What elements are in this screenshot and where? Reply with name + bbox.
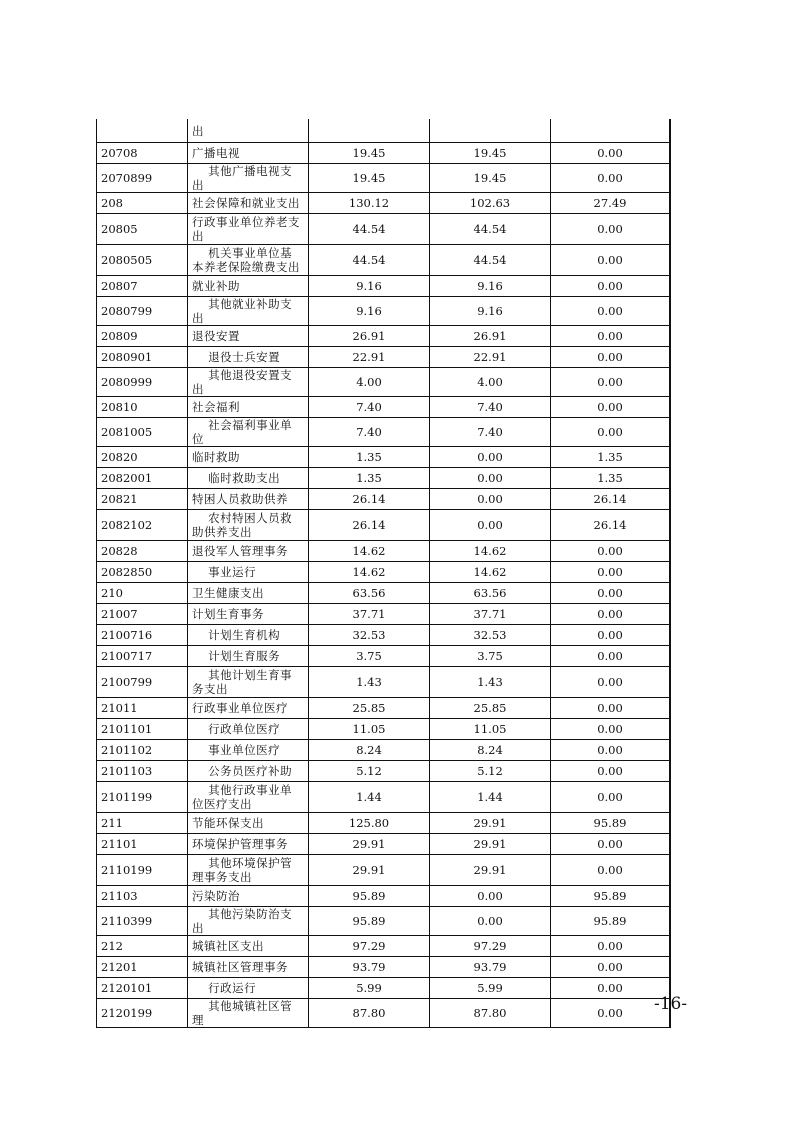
table-row [97,245,671,276]
project-cell: 0.00 [551,957,671,978]
code-cell: 212 [97,936,188,957]
total-cell: 26.14 [309,489,430,510]
project-cell: 0.00 [551,719,671,740]
code-cell: 20805 [97,214,188,245]
code-cell: 2101101 [97,719,188,740]
total-cell: 95.89 [309,886,430,907]
basic-cell: 22.91 [430,347,551,368]
total-cell: 7.40 [309,418,430,447]
basic-cell: 93.79 [430,957,551,978]
table-row [97,761,671,782]
name-cell: 其他城镇社区管理 [188,999,309,1028]
total-cell: 130.12 [309,193,430,214]
table-row [97,214,671,245]
code-cell: 2120199 [97,999,188,1028]
total-cell: 95.89 [309,907,430,936]
basic-cell: 19.45 [430,164,551,193]
total-cell: 9.16 [309,297,430,326]
basic-cell: 63.56 [430,583,551,604]
code-cell: 20821 [97,489,188,510]
table-row [97,604,671,625]
basic-cell: 9.16 [430,297,551,326]
name-cell: 公务员医疗补助 [188,761,309,782]
project-cell: 0.00 [551,245,671,276]
table-row [97,855,671,886]
table-row [97,489,671,510]
table-row [97,447,671,468]
basic-cell: 1.44 [430,782,551,813]
name-cell: 退役军人管理事务 [188,541,309,562]
table-row [97,297,671,326]
table-row [97,468,671,489]
code-cell: 21103 [97,886,188,907]
project-cell: 0.00 [551,698,671,719]
project-cell: 26.14 [551,510,671,541]
project-cell: 0.00 [551,143,671,164]
project-cell: 1.35 [551,447,671,468]
table-row [97,625,671,646]
basic-cell: 0.00 [430,447,551,468]
project-cell [551,119,671,143]
code-cell: 2120101 [97,978,188,999]
code-cell: 21201 [97,957,188,978]
project-cell: 0.00 [551,999,671,1028]
table-row [97,740,671,761]
name-cell: 污染防治 [188,886,309,907]
total-cell: 8.24 [309,740,430,761]
total-cell: 63.56 [309,583,430,604]
basic-cell [430,119,551,143]
code-cell: 2080505 [97,245,188,276]
name-cell: 环境保护管理事务 [188,834,309,855]
name-cell: 临时救助支出 [188,468,309,489]
total-cell: 19.45 [309,164,430,193]
total-cell: 5.12 [309,761,430,782]
project-cell: 0.00 [551,276,671,297]
name-cell: 退役安置 [188,326,309,347]
total-cell: 3.75 [309,646,430,667]
code-cell: 2110399 [97,907,188,936]
basic-cell: 0.00 [430,468,551,489]
project-cell: 0.00 [551,347,671,368]
total-cell: 29.91 [309,855,430,886]
name-cell: 出 [188,119,309,143]
basic-cell: 14.62 [430,562,551,583]
code-cell: 2081005 [97,418,188,447]
code-cell: 208 [97,193,188,214]
basic-cell: 0.00 [430,489,551,510]
basic-cell: 25.85 [430,698,551,719]
name-cell: 行政运行 [188,978,309,999]
code-cell: 2080799 [97,297,188,326]
expenditure-table [96,119,671,1028]
total-cell: 125.80 [309,813,430,834]
project-cell: 27.49 [551,193,671,214]
total-cell: 26.14 [309,510,430,541]
code-cell: 2082001 [97,468,188,489]
total-cell: 44.54 [309,245,430,276]
basic-cell: 32.53 [430,625,551,646]
table-row [97,418,671,447]
total-cell: 11.05 [309,719,430,740]
name-cell: 计划生育事务 [188,604,309,625]
total-cell: 14.62 [309,541,430,562]
page-number: -16- [654,994,688,1014]
basic-cell: 0.00 [430,510,551,541]
project-cell: 0.00 [551,625,671,646]
project-cell: 0.00 [551,368,671,397]
name-cell: 特困人员救助供养 [188,489,309,510]
table-row [97,698,671,719]
total-cell: 1.44 [309,782,430,813]
name-cell: 其他退役安置支出 [188,368,309,397]
code-cell: 211 [97,813,188,834]
table-row [97,834,671,855]
total-cell: 97.29 [309,936,430,957]
table-row [97,978,671,999]
project-cell: 0.00 [551,761,671,782]
project-cell: 0.00 [551,214,671,245]
project-cell: 95.89 [551,813,671,834]
table-row [97,562,671,583]
code-cell: 21101 [97,834,188,855]
total-cell: 32.53 [309,625,430,646]
basic-cell: 44.54 [430,245,551,276]
total-cell [309,119,430,143]
table-row [97,886,671,907]
total-cell: 22.91 [309,347,430,368]
total-cell: 44.54 [309,214,430,245]
code-cell: 2100716 [97,625,188,646]
table-row [97,999,671,1028]
basic-cell: 102.63 [430,193,551,214]
table-row [97,957,671,978]
basic-cell: 44.54 [430,214,551,245]
table-row [97,907,671,936]
total-cell: 4.00 [309,368,430,397]
project-cell: 0.00 [551,978,671,999]
code-cell: 2080901 [97,347,188,368]
code-cell: 20708 [97,143,188,164]
project-cell: 0.00 [551,164,671,193]
code-cell: 2101199 [97,782,188,813]
total-cell: 87.80 [309,999,430,1028]
total-cell: 1.35 [309,447,430,468]
project-cell: 0.00 [551,782,671,813]
table-row [97,164,671,193]
total-cell: 19.45 [309,143,430,164]
total-cell: 5.99 [309,978,430,999]
basic-cell: 7.40 [430,397,551,418]
table-row [97,397,671,418]
table-row [97,326,671,347]
project-cell: 0.00 [551,562,671,583]
project-cell: 0.00 [551,740,671,761]
code-cell: 20809 [97,326,188,347]
code-cell: 2100717 [97,646,188,667]
code-cell: 21011 [97,698,188,719]
code-cell: 210 [97,583,188,604]
project-cell: 0.00 [551,834,671,855]
name-cell: 临时救助 [188,447,309,468]
code-cell [97,119,188,143]
project-cell: 26.14 [551,489,671,510]
name-cell: 事业运行 [188,562,309,583]
total-cell: 1.35 [309,468,430,489]
name-cell: 节能环保支出 [188,813,309,834]
name-cell: 其他环境保护管理事务支出 [188,855,309,886]
name-cell: 就业补助 [188,276,309,297]
code-cell: 2080999 [97,368,188,397]
total-cell: 1.43 [309,667,430,698]
project-cell: 95.89 [551,907,671,936]
basic-cell: 29.91 [430,855,551,886]
name-cell: 机关事业单位基本养老保险缴费支出 [188,245,309,276]
project-cell: 0.00 [551,646,671,667]
table-row [97,782,671,813]
name-cell: 退役士兵安置 [188,347,309,368]
name-cell: 城镇社区支出 [188,936,309,957]
basic-cell: 7.40 [430,418,551,447]
code-cell: 20810 [97,397,188,418]
name-cell: 农村特困人员救助供养支出 [188,510,309,541]
total-cell: 37.71 [309,604,430,625]
total-cell: 93.79 [309,957,430,978]
name-cell: 事业单位医疗 [188,740,309,761]
basic-cell: 3.75 [430,646,551,667]
code-cell: 21007 [97,604,188,625]
table-row [97,368,671,397]
name-cell: 城镇社区管理事务 [188,957,309,978]
basic-cell: 14.62 [430,541,551,562]
table-row [97,646,671,667]
project-cell: 1.35 [551,468,671,489]
code-cell: 2082850 [97,562,188,583]
total-cell: 7.40 [309,397,430,418]
name-cell: 其他计划生育事务支出 [188,667,309,698]
total-cell: 9.16 [309,276,430,297]
name-cell: 计划生育服务 [188,646,309,667]
table-row-continuation [97,119,671,143]
name-cell: 其他就业补助支出 [188,297,309,326]
table-row [97,583,671,604]
table-row [97,347,671,368]
name-cell: 行政事业单位养老支出 [188,214,309,245]
basic-cell: 26.91 [430,326,551,347]
name-cell: 行政单位医疗 [188,719,309,740]
project-cell: 0.00 [551,297,671,326]
basic-cell: 0.00 [430,907,551,936]
table-row [97,143,671,164]
table-row [97,510,671,541]
name-cell: 社会福利事业单位 [188,418,309,447]
name-cell: 广播电视 [188,143,309,164]
project-cell: 95.89 [551,886,671,907]
basic-cell: 9.16 [430,276,551,297]
basic-cell: 0.00 [430,886,551,907]
basic-cell: 8.24 [430,740,551,761]
table-row [97,936,671,957]
name-cell: 其他广播电视支出 [188,164,309,193]
table-row [97,813,671,834]
code-cell: 2070899 [97,164,188,193]
basic-cell: 29.91 [430,813,551,834]
basic-cell: 29.91 [430,834,551,855]
project-cell: 0.00 [551,936,671,957]
project-cell: 0.00 [551,326,671,347]
code-cell: 2101102 [97,740,188,761]
table-row [97,193,671,214]
name-cell: 社会保障和就业支出 [188,193,309,214]
project-cell: 0.00 [551,418,671,447]
basic-cell: 1.43 [430,667,551,698]
project-cell: 0.00 [551,604,671,625]
total-cell: 14.62 [309,562,430,583]
project-cell: 0.00 [551,583,671,604]
name-cell: 计划生育机构 [188,625,309,646]
code-cell: 2100799 [97,667,188,698]
name-cell: 卫生健康支出 [188,583,309,604]
basic-cell: 5.12 [430,761,551,782]
total-cell: 25.85 [309,698,430,719]
basic-cell: 97.29 [430,936,551,957]
code-cell: 2110199 [97,855,188,886]
code-cell: 2082102 [97,510,188,541]
basic-cell: 4.00 [430,368,551,397]
project-cell: 0.00 [551,855,671,886]
basic-cell: 5.99 [430,978,551,999]
project-cell: 0.00 [551,397,671,418]
name-cell: 社会福利 [188,397,309,418]
basic-cell: 19.45 [430,143,551,164]
code-cell: 20820 [97,447,188,468]
total-cell: 26.91 [309,326,430,347]
code-cell: 20828 [97,541,188,562]
name-cell: 行政事业单位医疗 [188,698,309,719]
project-cell: 0.00 [551,667,671,698]
table-row [97,719,671,740]
basic-cell: 11.05 [430,719,551,740]
basic-cell: 87.80 [430,999,551,1028]
name-cell: 其他污染防治支出 [188,907,309,936]
table-row [97,541,671,562]
project-cell: 0.00 [551,541,671,562]
table-row [97,276,671,297]
table-row [97,667,671,698]
basic-cell: 37.71 [430,604,551,625]
total-cell: 29.91 [309,834,430,855]
name-cell: 其他行政事业单位医疗支出 [188,782,309,813]
code-cell: 2101103 [97,761,188,782]
code-cell: 20807 [97,276,188,297]
